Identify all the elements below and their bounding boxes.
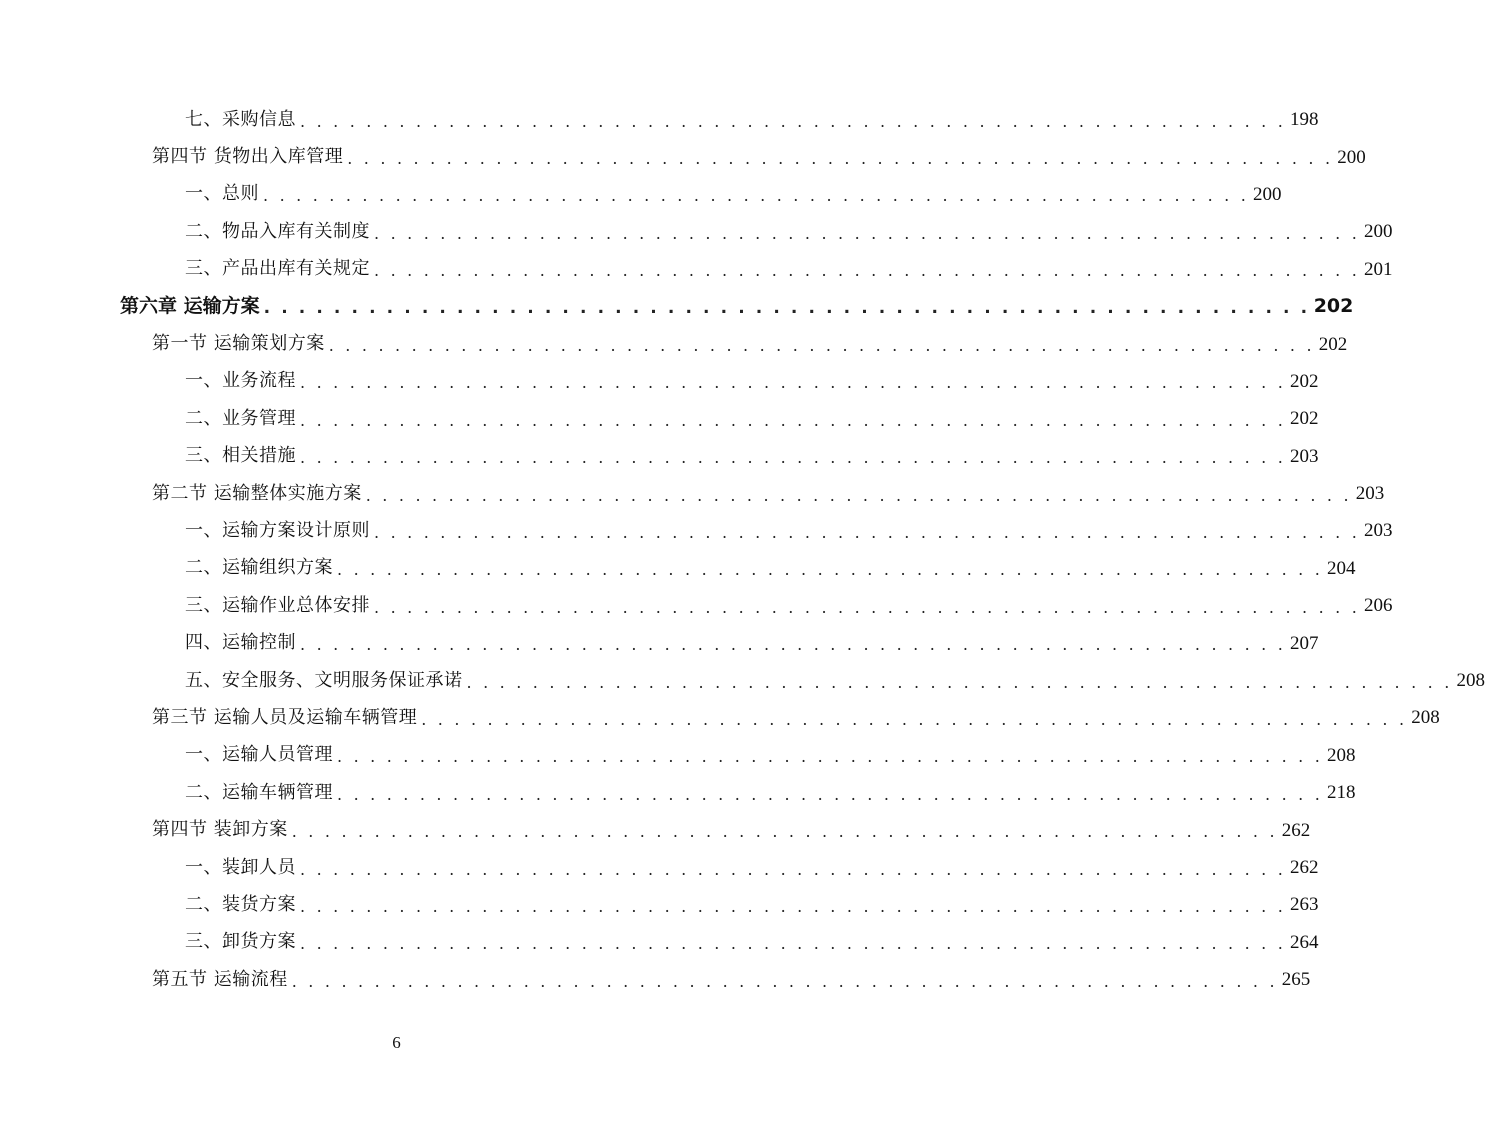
toc-entry-page: 203	[1355, 483, 1385, 505]
toc-entry-title: 第一节 运输策划方案	[152, 333, 325, 355]
toc-dot-leader: . . . . . . . . . . . . . . . . . . . . . . . . . . . . . . . . . . . . . . . . . . . . . . . . . . . . . . . . . . . .	[374, 261, 1361, 281]
toc-entry-page: 201	[1364, 258, 1393, 280]
toc-dot-leader: . . . . . . . . . . . . . . . . . . . . . . . . . . . . . . . . . . . . . . . . . . . . . . . . . . . . . . . . . . . .	[300, 448, 1287, 468]
toc-entry-page: 203	[1364, 520, 1393, 542]
toc-entry-title: 二、运输车辆管理	[185, 781, 333, 803]
toc-entry-title: 一、装卸人员	[185, 856, 296, 878]
toc-entry-page: 208	[1411, 707, 1440, 729]
toc-entry-page: 202	[1318, 333, 1348, 355]
toc-entry-item[interactable]	[0, 512, 1393, 549]
toc-entry-title: 三、产品出库有关规定	[185, 258, 370, 280]
toc-entry-chapter[interactable]	[0, 288, 1354, 325]
table-of-contents	[0, 101, 1485, 998]
toc-entry-title: 第二节 运输整体实施方案	[152, 482, 362, 504]
toc-entry-page: 200	[1253, 183, 1282, 205]
toc-dot-leader: . . . . . . . . . . . . . . . . . . . . . . . . . . . . . . . . . . . . . . . . . . . . . . . . . . . . . . . . . . . .	[263, 298, 1310, 319]
toc-entry-item[interactable]	[0, 438, 1319, 475]
toc-dot-leader: . . . . . . . . . . . . . . . . . . . . . . . . . . . . . . . . . . . . . . . . . . . . . . . . . . . . . . . . . . . .	[337, 560, 1324, 580]
toc-entry-title: 二、装货方案	[185, 893, 296, 915]
toc-dot-leader: . . . . . . . . . . . . . . . . . . . . . . . . . . . . . . . . . . . . . . . . . . . . . . . . . . . . . . . . . . . .	[300, 859, 1287, 879]
toc-entry-page: 206	[1364, 595, 1393, 617]
toc-entry-item[interactable]	[0, 251, 1393, 288]
toc-entry-page: 202	[1290, 370, 1319, 392]
toc-entry-page: 200	[1364, 221, 1393, 243]
toc-dot-leader: . . . . . . . . . . . . . . . . . . . . . . . . . . . . . . . . . . . . . . . . . . . . . . . . . . . . . . . . . . . .	[421, 709, 1408, 729]
toc-entry-item[interactable]	[0, 624, 1319, 661]
toc-entry-section[interactable]	[0, 475, 1385, 512]
toc-entry-section[interactable]	[0, 699, 1440, 736]
toc-entry-item[interactable]	[0, 924, 1319, 961]
toc-entry-title: 第四节 装卸方案	[152, 819, 288, 841]
toc-dot-leader: . . . . . . . . . . . . . . . . . . . . . . . . . . . . . . . . . . . . . . . . . . . . . . . . . . . . . . . . . . . .	[291, 822, 1278, 842]
toc-entry-page: 202	[1313, 295, 1354, 318]
toc-entry-section[interactable]	[0, 138, 1366, 175]
toc-entry-page: 262	[1281, 819, 1311, 841]
toc-entry-page: 208	[1456, 670, 1485, 692]
toc-dot-leader: . . . . . . . . . . . . . . . . . . . . . . . . . . . . . . . . . . . . . . . . . . . . . . . . . . . . . . . . . . . .	[291, 971, 1278, 991]
toc-dot-leader: . . . . . . . . . . . . . . . . . . . . . . . . . . . . . . . . . . . . . . . . . . . . . . . . . . . . . . . . . . . .	[374, 597, 1361, 617]
toc-entry-title: 七、采购信息	[185, 108, 296, 130]
toc-entry-section[interactable]	[0, 811, 1311, 848]
toc-entry-title: 第六章 运输方案	[120, 295, 260, 318]
toc-entry-page: 208	[1327, 744, 1356, 766]
toc-entry-item[interactable]	[0, 550, 1356, 587]
toc-entry-title: 一、总则	[185, 183, 259, 205]
toc-dot-leader: . . . . . . . . . . . . . . . . . . . . . . . . . . . . . . . . . . . . . . . . . . . . . . . . . . . . . . . . . . . .	[328, 336, 1315, 356]
toc-entry-title: 第五节 运输流程	[152, 968, 288, 990]
page-number: 6	[392, 1033, 401, 1052]
toc-entry-title: 二、运输组织方案	[185, 557, 333, 579]
toc-entry-page: 218	[1327, 782, 1356, 804]
toc-entry-item[interactable]	[0, 101, 1319, 138]
toc-entry-item[interactable]	[0, 849, 1319, 886]
toc-dot-leader: . . . . . . . . . . . . . . . . . . . . . . . . . . . . . . . . . . . . . . . . . . . . . . . . . . . . . . . . . . . .	[300, 111, 1287, 131]
toc-dot-leader: . . . . . . . . . . . . . . . . . . . . . . . . . . . . . . . . . . . . . . . . . . . . . . . . . . . . . . . . . . . .	[300, 410, 1287, 430]
toc-dot-leader: . . . . . . . . . . . . . . . . . . . . . . . . . . . . . . . . . . . . . . . . . . . . . . . . . . . . . . . . . . . .	[300, 934, 1287, 954]
toc-entry-title: 三、卸货方案	[185, 931, 296, 953]
toc-entry-page: 264	[1290, 931, 1319, 953]
toc-entry-page: 265	[1281, 969, 1311, 991]
toc-entry-item[interactable]	[0, 587, 1393, 624]
toc-dot-leader: . . . . . . . . . . . . . . . . . . . . . . . . . . . . . . . . . . . . . . . . . . . . . . . . . . . . . . . . . . . .	[263, 186, 1250, 206]
toc-dot-leader: . . . . . . . . . . . . . . . . . . . . . . . . . . . . . . . . . . . . . . . . . . . . . . . . . . . . . . . . . . . .	[374, 223, 1361, 243]
toc-entry-item[interactable]	[0, 176, 1282, 213]
toc-entry-title: 三、相关措施	[185, 445, 296, 467]
toc-entry-title: 二、业务管理	[185, 407, 296, 429]
toc-dot-leader: . . . . . . . . . . . . . . . . . . . . . . . . . . . . . . . . . . . . . . . . . . . . . . . . . . . . . . . . . . . .	[374, 522, 1361, 542]
toc-entry-item[interactable]	[0, 662, 1485, 699]
toc-dot-leader: . . . . . . . . . . . . . . . . . . . . . . . . . . . . . . . . . . . . . . . . . . . . . . . . . . . . . . . . . . . .	[337, 784, 1324, 804]
toc-dot-leader: . . . . . . . . . . . . . . . . . . . . . . . . . . . . . . . . . . . . . . . . . . . . . . . . . . . . . . . . . . . .	[337, 747, 1324, 767]
toc-entry-title: 一、运输方案设计原则	[185, 519, 370, 541]
toc-entry-title: 第三节 运输人员及运输车辆管理	[152, 706, 418, 728]
toc-entry-section[interactable]	[0, 325, 1348, 362]
toc-entry-item[interactable]	[0, 886, 1319, 923]
toc-entry-title: 三、运输作业总体安排	[185, 594, 370, 616]
toc-entry-title: 一、业务流程	[185, 370, 296, 392]
toc-entry-title: 第四节 货物出入库管理	[152, 146, 344, 168]
toc-entry-title: 二、物品入库有关制度	[185, 220, 370, 242]
toc-entry-page: 207	[1290, 632, 1319, 654]
toc-entry-title: 五、安全服务、文明服务保证承诺	[185, 669, 463, 691]
toc-dot-leader: . . . . . . . . . . . . . . . . . . . . . . . . . . . . . . . . . . . . . . . . . . . . . . . . . . . . . . . . . . . .	[300, 373, 1287, 393]
toc-dot-leader: . . . . . . . . . . . . . . . . . . . . . . . . . . . . . . . . . . . . . . . . . . . . . . . . . . . . . . . . . . . .	[365, 485, 1352, 505]
toc-entry-item[interactable]	[0, 737, 1356, 774]
toc-entry-page: 202	[1290, 408, 1319, 430]
toc-dot-leader: . . . . . . . . . . . . . . . . . . . . . . . . . . . . . . . . . . . . . . . . . . . . . . . . . . . . . . . . . . . .	[300, 896, 1287, 916]
toc-entry-page: 263	[1290, 894, 1319, 916]
toc-dot-leader: . . . . . . . . . . . . . . . . . . . . . . . . . . . . . . . . . . . . . . . . . . . . . . . . . . . . . . . . . . . .	[347, 149, 1334, 169]
toc-entry-item[interactable]	[0, 363, 1319, 400]
toc-entry-title: 四、运输控制	[185, 632, 296, 654]
toc-entry-page: 203	[1290, 445, 1319, 467]
toc-entry-item[interactable]	[0, 400, 1319, 437]
toc-dot-leader: . . . . . . . . . . . . . . . . . . . . . . . . . . . . . . . . . . . . . . . . . . . . . . . . . . . . . . . . . . . .	[300, 635, 1287, 655]
toc-entry-page: 204	[1327, 557, 1356, 579]
toc-dot-leader: . . . . . . . . . . . . . . . . . . . . . . . . . . . . . . . . . . . . . . . . . . . . . . . . . . . . . . . . . . . .	[466, 672, 1453, 692]
toc-entry-section[interactable]	[0, 961, 1311, 998]
toc-entry-title: 一、运输人员管理	[185, 744, 333, 766]
toc-entry-item[interactable]	[0, 213, 1393, 250]
toc-entry-page: 262	[1290, 857, 1319, 878]
toc-entry-item[interactable]	[0, 774, 1356, 811]
toc-entry-page: 198	[1290, 109, 1319, 131]
toc-entry-page: 200	[1337, 146, 1366, 168]
